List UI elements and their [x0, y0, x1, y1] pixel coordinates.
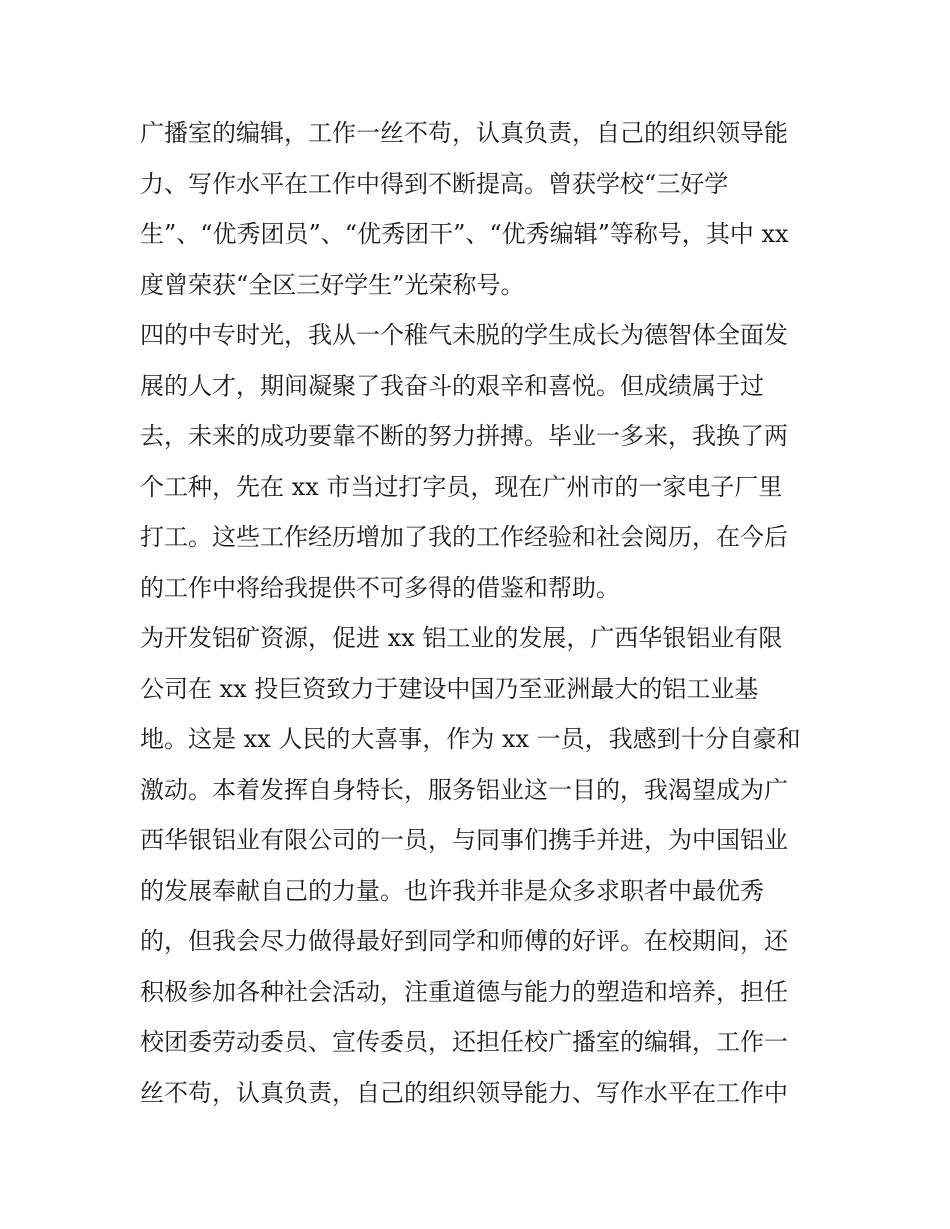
text-line: 展的人才，期间凝聚了我奋斗的艰辛和喜悦。但成绩属于过 — [140, 371, 764, 400]
body-text — [140, 108, 820, 1118]
text-line: 的发展奉献自己的力量。也许我并非是众多求职者中最优秀 — [140, 876, 764, 905]
text-line: 力、写作水平在工作中得到不断提高。曾获学校“三好学 — [140, 169, 729, 198]
text-line: 校团委劳动委员、宣传委员，还担任校广播室的编辑，工作一 — [140, 1028, 788, 1056]
text-line: 丝不苟，认真负责，自己的组织领导能力、写作水平在工作中 — [140, 1078, 788, 1107]
text-line: 个工种，先在 xx 市当过打字员，现在广州市的一家电子厂里 — [140, 472, 783, 501]
text-line: 去，未来的成功要靠不断的努力拼搏。毕业一多来，我换了两 — [140, 422, 788, 450]
text-line: 广播室的编辑，工作一丝不苟，认真负责，自己的组织领导能 — [140, 119, 788, 147]
text-line: 的，但我会尽力做得最好到同学和师傅的好评。在校期间，还 — [140, 927, 788, 955]
text-line: 积极参加各种社会活动，注重道德与能力的塑造和培养，担任 — [140, 977, 788, 1006]
text-line: 打工。这些工作经历增加了我的工作经验和社会阅历，在今后 — [140, 523, 788, 551]
text-line: 的工作中将给我提供不可多得的借鉴和帮助。 — [140, 573, 620, 602]
text-line: 生”、“优秀团员”、“优秀团干”、“优秀编辑”等称号，其中 xx — [140, 220, 789, 248]
text-line: 公司在 xx 投巨资致力于建设中国乃至亚洲最大的铝工业基 — [140, 674, 759, 703]
text-line: 为开发铝矿资源，促进 xx 铝工业的发展，广西华银铝业有限 — [140, 624, 783, 652]
text-line: 地。这是 xx 人民的大喜事，作为 xx 一员，我感到十分自豪和 — [140, 725, 801, 753]
text-line: 西华银铝业有限公司的一员，与同事们携手并进，为中国铝业 — [140, 826, 788, 854]
text-line: 度曾荣获“全区三好学生”光荣称号。 — [140, 270, 525, 299]
text-line: 四的中专时光，我从一个稚气未脱的学生成长为德智体全面发 — [140, 321, 788, 349]
text-line: 激动。本着发挥自身特长，服务铝业这一目的，我渴望成为广 — [140, 775, 788, 804]
